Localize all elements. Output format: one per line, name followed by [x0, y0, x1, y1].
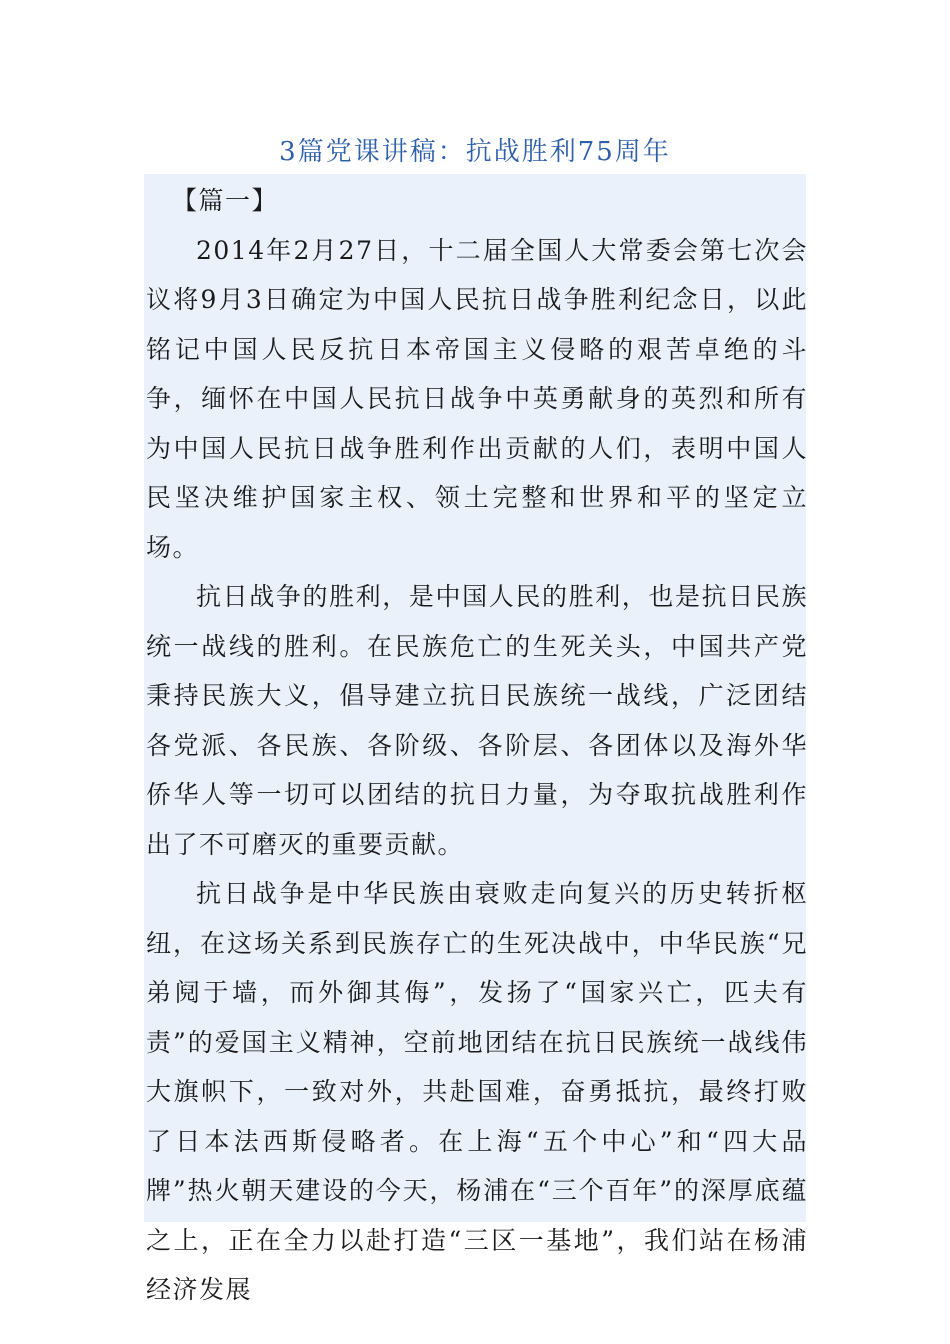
paragraph-1: 2014年2月27日，十二届全国人大常委会第七次会议将9月3日确定为中国人民抗日战争胜利纪念日，以此铭记中国人民反抗日本帝国主义侵略的艰苦卓绝的斗争，缅怀在中国人民抗日战争中英勇献身的英烈和所有为中国人民抗日战争胜利作出贡献的人们，表明中国人民坚决维护国家主权、领土完整和世界和平的坚定立场。: [146, 235, 808, 562]
document-body: [146, 176, 808, 1315]
section-label: 【篇一】: [172, 186, 279, 215]
paragraph-3: 抗日战争是中华民族由衰败走向复兴的历史转折枢纽，在这场关系到民族存亡的生死决战中，中华民族“兄弟阋于墙，而外御其侮”，发扬了“国家兴亡，匹夫有责”的爱国主义精神，空前地团结在抗日民族统一战线伟大旗帜下，一致对外，共赴国难，奋勇抵抗，最终打败了日本法西斯侵略者。在上海“五个中心”和“四大品牌”热火朝天建设的今天，杨浦在“三个百年”的深厚底蕴之上，正在全力以赴打造“三区一基地”，我们站在杨浦经济发展: [146, 879, 808, 1304]
paragraph-2: 抗日战争的胜利，是中国人民的胜利，也是抗日民族统一战线的胜利。在民族危亡的生死关头，中国共产党秉持民族大义，倡导建立抗日民族统一战线，广泛团结各党派、各民族、各阶级、各阶层、各团体以及海外华侨华人等一切可以团结的抗日力量，为夺取抗战胜利作出了不可磨灭的重要贡献。: [146, 582, 808, 859]
document-title: 3篇党课讲稿：抗战胜利75周年: [279, 137, 671, 167]
